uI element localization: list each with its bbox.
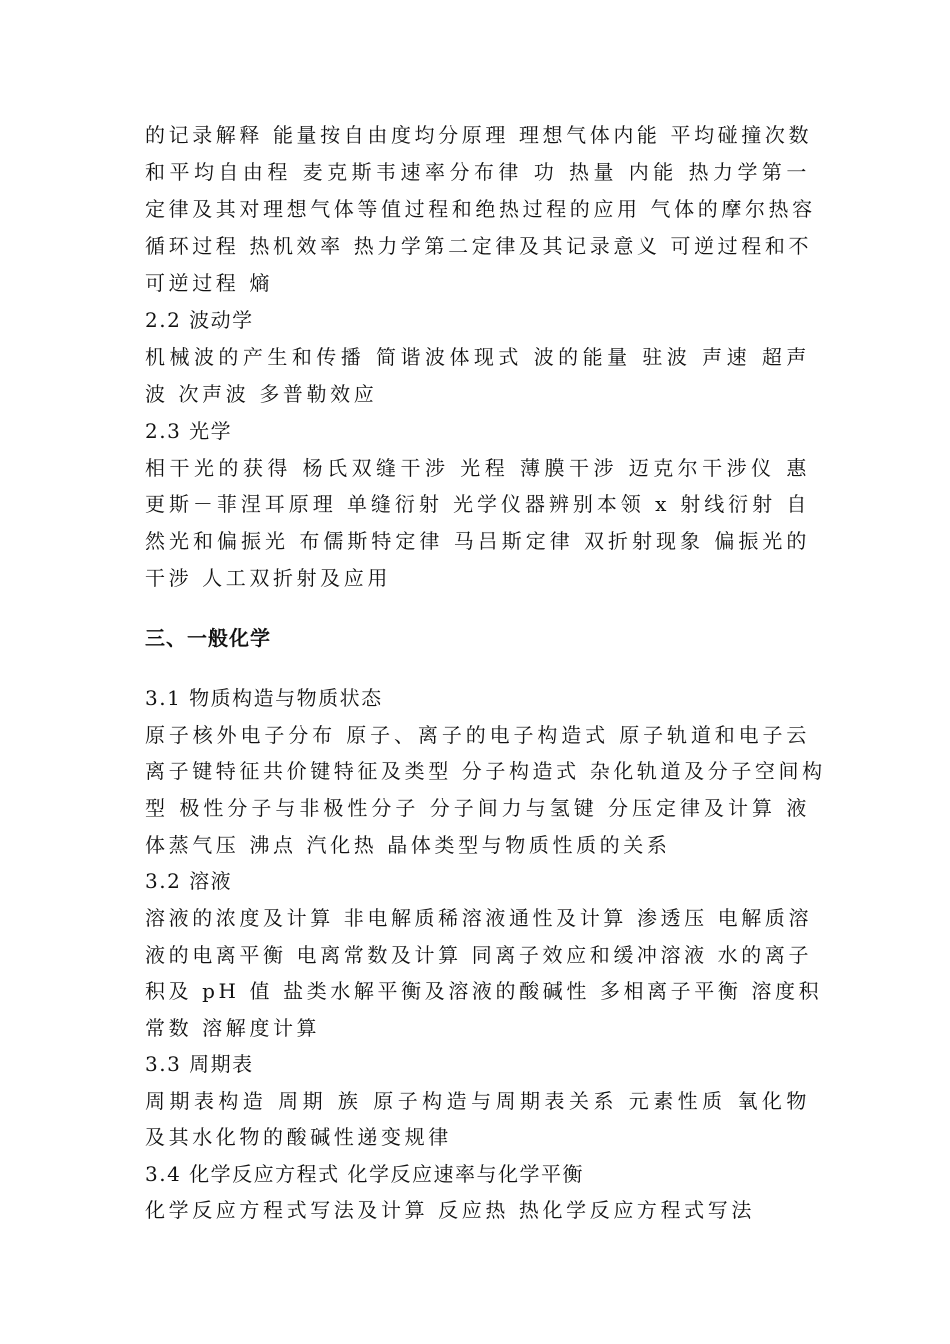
paragraph-line: 定律及其对理想气体等值过程和绝热过程的应用 气体的摩尔热容 [145, 197, 816, 221]
paragraph-line: 常数 溶解度计算 [145, 1016, 321, 1040]
paragraph-line: 干涉 人工双折射及应用 [145, 566, 391, 590]
paragraph-line: 的记录解释 能量按自由度均分原理 理想气体内能 平均碰撞次数 [145, 123, 813, 147]
paragraph-line: 和平均自由程 麦克斯韦速率分布律 功 热量 内能 热力学第一 [145, 160, 810, 184]
chapter-heading: 三、一般化学 [145, 626, 271, 650]
paragraph-line: 及其水化物的酸碱性递变规律 [145, 1125, 452, 1149]
section-title-solution: 3.2 溶液 [145, 869, 233, 893]
section-title-reaction: 3.4 化学反应方程式 化学反应速率与化学平衡 [145, 1162, 585, 1186]
paragraph-line: 然光和偏振光 布儒斯特定律 马吕斯定律 双折射现象 偏振光的 [145, 529, 810, 553]
section-title-wave: 2.2 波动学 [145, 308, 254, 332]
paragraph-line: 溶液的浓度及计算 非电解质稀溶液通性及计算 渗透压 电解质溶 [145, 906, 813, 930]
paragraph-line: 离子键特征共价键特征及类型 分子构造式 杂化轨道及分子空间构 [145, 759, 826, 783]
paragraph-line: 原子核外电子分布 原子、离子的电子构造式 原子轨道和电子云 [145, 723, 810, 747]
paragraph-line: 相干光的获得 杨氏双缝干涉 光程 薄膜干涉 迈克尔干涉仪 惠 [145, 456, 810, 480]
paragraph-line: 机械波的产生和传播 简谐波体现式 波的能量 驻波 声速 超声 [145, 345, 810, 369]
paragraph-line: 周期表构造 周期 族 原子构造与周期表关系 元素性质 氧化物 [145, 1089, 810, 1113]
section-title-structure: 3.1 物质构造与物质状态 [145, 686, 383, 710]
paragraph-line: 型 极性分子与非极性分子 分子间力与氢键 分压定律及计算 液 [145, 796, 810, 820]
section-title-periodic: 3.3 周期表 [145, 1052, 254, 1076]
paragraph-line: 体蒸气压 沸点 汽化热 晶体类型与物质性质的关系 [145, 833, 671, 857]
paragraph-line: 液的电离平衡 电离常数及计算 同离子效应和缓冲溶液 水的离子 [145, 943, 813, 967]
paragraph-line: 积及 pH 值 盐类水解平衡及溶液的酸碱性 多相离子平衡 溶度积 [145, 979, 823, 1003]
paragraph-line: 可逆过程 熵 [145, 271, 273, 295]
section-title-optics: 2.3 光学 [145, 419, 233, 443]
paragraph-line: 化学反应方程式写法及计算 反应热 热化学反应方程式写法 [145, 1198, 755, 1222]
paragraph-line: 波 次声波 多普勒效应 [145, 382, 378, 406]
paragraph-line: 更斯－菲涅耳原理 单缝衍射 光学仪器辨别本领 x 射线衍射 自 [145, 492, 810, 516]
paragraph-line: 循环过程 热机效率 热力学第二定律及其记录意义 可逆过程和不 [145, 234, 813, 258]
